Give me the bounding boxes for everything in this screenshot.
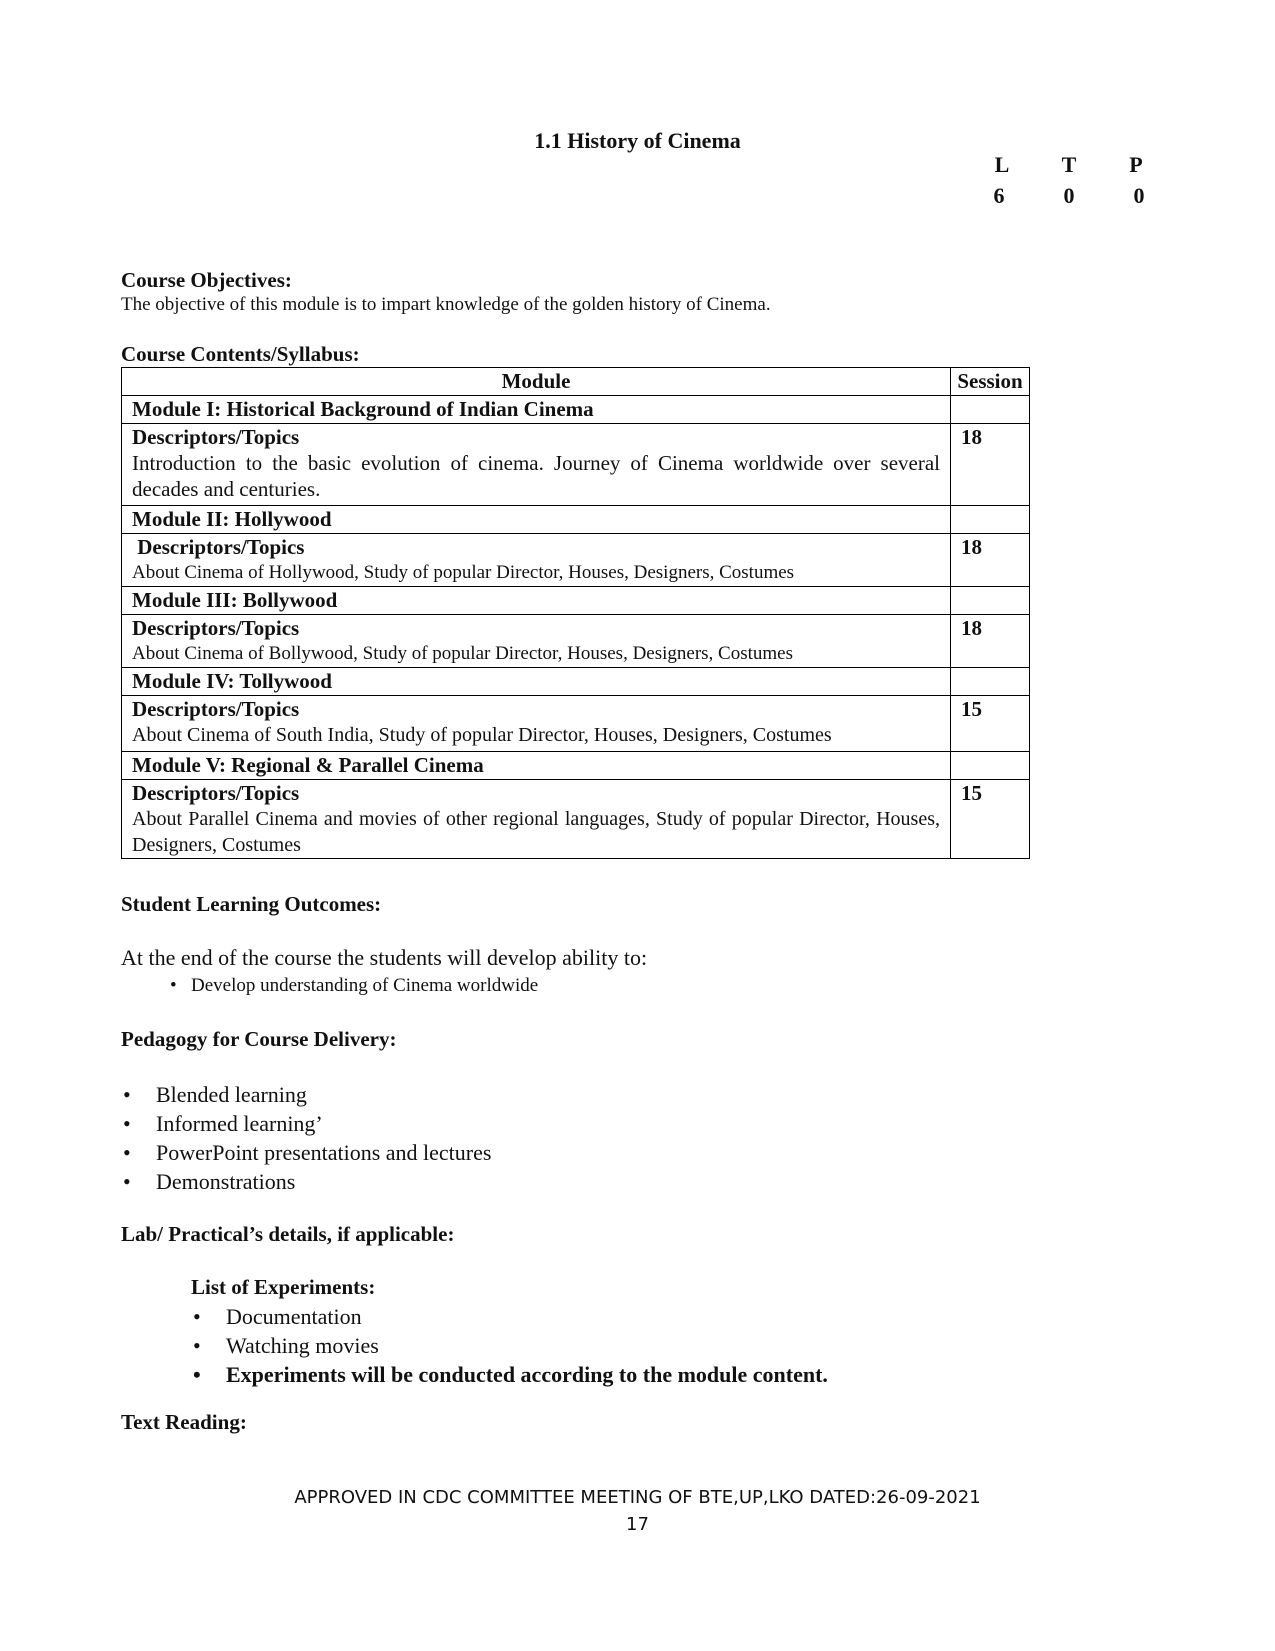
session-value: 15 <box>951 696 1030 752</box>
objectives-text: The objective of this module is to impart knowledge of the golden history of Cinema. <box>121 294 771 315</box>
module-descriptor-cell <box>122 696 951 752</box>
module-descriptor-cell <box>122 615 951 668</box>
outcomes-heading: Student Learning Outcomes: <box>121 892 382 916</box>
session-value: 18 <box>951 615 1030 668</box>
descriptor-text: About Cinema of Bollywood, Study of popular Director, Houses, Designers, Costumes <box>132 643 794 664</box>
module-descriptor-row <box>122 780 1030 859</box>
ltp-value-t: 0 <box>1063 183 1075 208</box>
module-title-row <box>122 587 1030 615</box>
module-title-row <box>122 668 1030 696</box>
module-title: Module I: Historical Background of Indian Cinema <box>122 396 951 424</box>
list-item: • PowerPoint presentations and lectures <box>156 1138 491 1167</box>
module-title: Module IV: Tollywood <box>122 668 951 696</box>
ltp-value-p: 0 <box>1133 183 1145 208</box>
session-value: 18 <box>951 424 1030 506</box>
list-item: • Documentation <box>226 1302 828 1331</box>
module-title: Module III: Bollywood <box>122 587 951 615</box>
list-item: • Develop understanding of Cinema worldwide <box>191 975 538 997</box>
outcomes-list <box>191 975 538 997</box>
objectives-heading: Course Objectives: <box>121 268 292 292</box>
module-title-session-cell <box>951 752 1030 780</box>
descriptor-text: About Cinema of Hollywood, Study of popular Director, Houses, Designers, Costumes <box>132 562 795 583</box>
pedagogy-heading: Pedagogy for Course Delivery: <box>121 1027 397 1051</box>
lab-heading: Lab/ Practical’s details, if applicable: <box>121 1222 455 1246</box>
page-footer <box>0 1484 1275 1538</box>
session-value: 18 <box>951 534 1030 587</box>
syllabus-table <box>121 367 1030 859</box>
session-value: 15 <box>951 780 1030 859</box>
module-descriptor-row <box>122 424 1030 506</box>
experiments-heading: List of Experiments: <box>191 1275 376 1299</box>
module-descriptor-cell <box>122 534 951 587</box>
descriptor-heading: Descriptors/Topics <box>132 616 300 640</box>
module-title-session-cell <box>951 506 1030 534</box>
ltp-label-l: L <box>994 152 1010 177</box>
module-descriptor-cell <box>122 780 951 859</box>
descriptor-heading: Descriptors/Topics <box>132 697 300 721</box>
ltp-label-p: P <box>1129 152 1143 177</box>
outcomes-intro: At the end of the course the students will develop ability to: <box>121 945 648 970</box>
descriptor-text: About Cinema of South India, Study of popular Director, Houses, Designers, Costumes <box>132 724 832 746</box>
list-item: • Watching movies <box>226 1331 828 1360</box>
page-number: 17 <box>626 1514 649 1535</box>
module-title: Module V: Regional & Parallel Cinema <box>122 752 951 780</box>
contents-heading: Course Contents/Syllabus: <box>121 342 360 366</box>
module-descriptor-row <box>122 534 1030 587</box>
descriptor-text: Introduction to the basic evolution of cinema. Journey of Cinema worldwide over several decades and centuries. <box>132 451 940 501</box>
descriptor-text: About Parallel Cinema and movies of other regional languages, Study of popular Director, Houses, Designers, Costumes <box>132 808 940 856</box>
list-item: • Experiments will be conducted according to the module content. <box>226 1360 828 1389</box>
descriptor-heading: Descriptors/Topics <box>132 781 300 805</box>
text-reading-heading: Text Reading: <box>121 1410 247 1434</box>
list-item: • Blended learning <box>156 1080 491 1109</box>
module-title-session-cell <box>951 668 1030 696</box>
pedagogy-list <box>156 1080 491 1196</box>
page-title: 1.1 History of Cinema <box>534 128 741 153</box>
module-descriptor-cell <box>122 424 951 506</box>
module-descriptor-row <box>122 696 1030 752</box>
header-session: Session <box>951 368 1030 396</box>
descriptor-heading: Descriptors/Topics <box>132 425 300 449</box>
descriptor-heading: Descriptors/Topics <box>132 535 305 559</box>
table-header-row <box>122 368 1030 396</box>
module-title-session-cell <box>951 587 1030 615</box>
experiments-list <box>226 1302 828 1389</box>
list-item: • Informed learning’ <box>156 1109 491 1138</box>
list-item: • Demonstrations <box>156 1167 491 1196</box>
module-title-row <box>122 396 1030 424</box>
approval-note: APPROVED IN CDC COMMITTEE MEETING OF BTE,UP,LKO DATED:26-09-2021 <box>294 1487 981 1508</box>
ltp-label-t: T <box>1061 152 1077 177</box>
header-module: Module <box>122 368 951 396</box>
module-title-session-cell <box>951 396 1030 424</box>
module-title: Module II: Hollywood <box>122 506 951 534</box>
module-descriptor-row <box>122 615 1030 668</box>
module-title-row <box>122 506 1030 534</box>
module-title-row <box>122 752 1030 780</box>
ltp-value-l: 6 <box>993 183 1005 208</box>
